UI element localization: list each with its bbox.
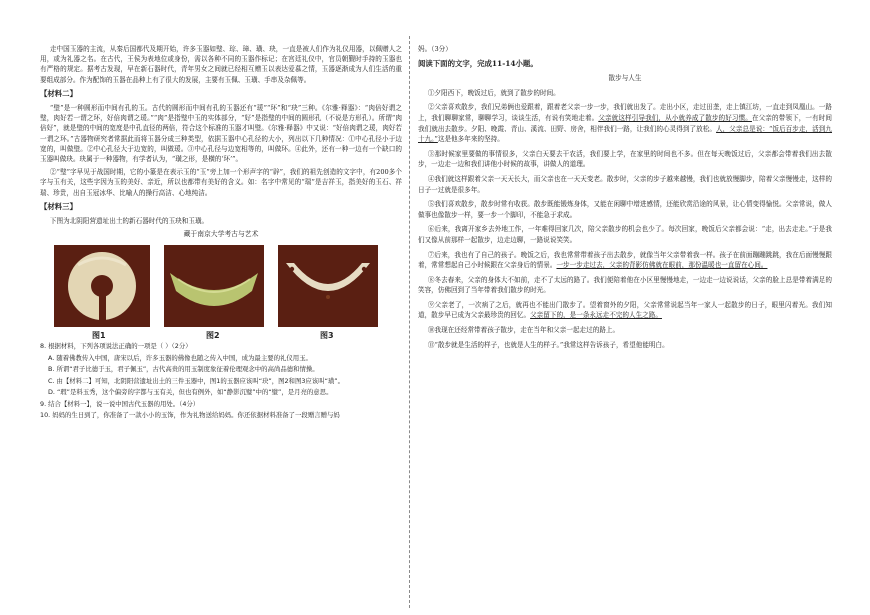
question-10-points: 妈。（3分） xyxy=(418,45,452,53)
story-paragraph-2-text-b: 在父亲的带领下，一有时间我们就出去散步。夕阳、晚霞、青山、溪流、田野、房舍，相伴我们一路，让我们的心灵得到了放松。 xyxy=(418,113,833,133)
story-underlined-2: 人，父亲总是说：“饭后百步走，活到九十九。” xyxy=(418,124,833,144)
figure-label-3: 图3 xyxy=(320,331,334,341)
question-8: 8. 根据材料，下列各项说法正确的一项是（ ）（2分） xyxy=(40,342,192,351)
story-underlined-3: 一步一步走过去，父亲的背影仿佛就在眼前，那份温暖也一直留在心间。 xyxy=(556,261,768,270)
jade-huang-figure xyxy=(164,245,264,327)
question-10: 10. 妈妈的生日到了，你准备了一款小小的玉饰，作为礼物送给妈妈。你还依据材料准备了一段赠言赠与妈 xyxy=(40,411,340,420)
question-9: 9. 结合【材料一】，说一说中国古代玉器的用处。（4分） xyxy=(40,399,200,408)
story-underlined-4: 父亲留下的，是一条永远走不完的人生之路。 xyxy=(530,311,662,320)
left-column xyxy=(40,44,402,422)
figure-label-2: 图2 xyxy=(206,331,220,341)
material-two-paragraph-2: ②“璧”字早见于战国时期，它的小篆是在表示玉的“玉”旁上加一个形声字的“辟”，我们的祖先创造的文字中，有200多个字与玉有关，这些字因为玉的美好、亲近，所以也都带有美好的含义。如：名字中常见的“瑞”是吉祥玉，指美好的玉石、祥瑞、珍贵，出自玉冠冰华、比喻人的操行高洁、心地纯洁。 xyxy=(40,168,402,197)
question-8-option-a: A. 随着佛教传入中国，唐宋以后，许多玉器的佛像也随之传入中国，成为最主要的礼仪用玉。 xyxy=(48,353,312,362)
question-8-option-c: C. 由【材料二】可知，北阴阳营遗址出土的三件玉器中，图1的玉器应该叫“玦”，图2和图3应该叫“璜”。 xyxy=(48,376,344,385)
story-paragraph-3: ③那时候家里要做的事情很多，父亲白天要去干农活，我们要上学，在家里的时间也不多。但在每天晚饭过后，父亲都会带着我们出去散步，一边走一边和我们讲他小时候的故事，讲做人的道理。 xyxy=(418,149,832,169)
story-paragraph-11: ⑪“散步就是生活的样子，也就是人生的样子。”我常这样告诉孩子，希望他能明白。 xyxy=(427,340,669,349)
story-underlined-1: 父亲就这样引导我们，从小就养成了散步的好习惯。 xyxy=(598,113,752,122)
question-8-option-d: D. “瑕”是料玉秀，这个偏旁的字都与玉有关，但也有例外，如“静影沉璧”中的“璧”，是月亮的意思。 xyxy=(48,388,333,397)
column-divider xyxy=(409,36,410,608)
story-paragraph-2-text: ②父亲喜欢散步，我们兄弟俩也爱跟着，跟着老父亲一步一步，我们就出发了。走出小区，走过田垄，走上镇江坊，一直走到凤凰山。一路上，我们聊聊家常，聊聊学习，谈谈生活，有说有笑地走着。 xyxy=(418,103,832,122)
story-paragraph-2 xyxy=(418,102,832,144)
jade-huang-pendant-figure xyxy=(278,245,378,327)
figure-title: 藏于南京大学考古与艺术 xyxy=(183,230,259,239)
story-paragraph-4: ④我们就这样跟着父亲一天天长大，而父亲也在一天天变老。散步时，父亲的步子越来越慢，我们也就放慢脚步，陪着父亲慢慢走，这样的日子一过就是很多年。 xyxy=(418,174,832,194)
story-paragraph-1: ①夕阳西下，晚饭过后，就到了散步的时间。 xyxy=(427,88,560,97)
story-paragraph-9-text: ⑨父亲老了，一次病了之后，就再也不能出门散步了。望着窗外的夕阳，父亲常常说起当年一家人一起散步的日子，眼里闪着光。我们知道，散步早已成为父亲最珍贵的回忆。 xyxy=(418,300,832,320)
story-paragraph-6: ⑥后来，我离开家乡去外地工作，一年难得回家几次，陪父亲散步的机会也少了。每次回家，晚饭后父亲都会说：“走，出去走走。”于是我们又像从前那样一起散步，边走边聊，一路说说笑笑。 xyxy=(418,225,832,244)
story-paragraph-10: ⑩我现在还经常带着孩子散步，走在当年和父亲一起走过的路上。 xyxy=(427,326,620,335)
reading-instruction: 阅读下面的文字，完成11-14小题。 xyxy=(418,58,538,68)
story-paragraph-9 xyxy=(418,300,832,321)
material-three-intro: 下图为北阴阳营遗址出土的新石器时代的玉玦和玉璜。 xyxy=(49,217,209,226)
figure-row xyxy=(40,245,402,341)
material-three-heading: 【材料三】 xyxy=(40,201,77,211)
material-two-paragraph-1: “璧”是一种圆形而中间有孔的玉。古代的圆形而中间有孔的玉器还有“瑗”“环”和“玦”三种。《尔雅·释器》：“肉倍好谓之璧，肉好若一谓之环，好倍肉谓之瑗。”“肉”是指璧中玉的实体部分，“好”是指璧的中间的圆形孔（不说是方形孔）。所谓“肉倍好”，就是璧的中间的宽度是中孔直径的两倍，符合这个标准的玉器才叫璧。《尔雅·释器》中又说：“好倍肉谓之瑗，肉好若一谓之环。”古器物研究者常据此而将玉器分成三种类型，依据玉器中心孔径的大小，列出以下几种情况：①中心孔径小于边宽的，叫做璧。②中心孔径大于边宽的，叫做瑗。③中心孔径与边宽相等的，叫做环。④此外，还有一种一边有一个缺口的玉器叫做玦。玦属于一种器物，有学者认为，“璜之形，是横的‘环’”。 xyxy=(40,104,402,164)
story-title: 散步与人生 xyxy=(608,74,642,83)
question-8-option-b: B. 所谓“君子比德于玉，君子佩玉”，古代高贵的用玉制度象征着伦理观念中的高尚品德和情操。 xyxy=(48,365,319,374)
figure-label-1: 图1 xyxy=(92,331,106,341)
right-column xyxy=(418,44,832,354)
story-paragraph-7-text: ⑦后来，我也有了自己的孩子。晚饭之后，我也常常带着孩子出去散步，就像当年父亲带着我一样。孩子在前面蹦蹦跳跳，我在后面慢慢跟着，常常想起自己小时候跟在父亲身后的情景。 xyxy=(418,250,832,270)
story-paragraph-5: ⑤我们喜欢散步，散步时常有收获。散步既能锻炼身体，又能在闲聊中增进感情，还能欣赏沿途的风景，让心情变得愉悦。父亲常说，做人做事也像散步一样，要一步一个脚印，不能急于求成。 xyxy=(418,200,832,219)
story-paragraph-8: ⑧冬去春来，父亲的身体大不如前，走不了太远的路了。我们便陪着他在小区里慢慢地走，一边走一边说说话，父亲的脸上总是带着满足的笑容，仿佛回到了当年带着我们散步的时光。 xyxy=(418,275,832,295)
story-paragraph-7 xyxy=(418,250,832,271)
story-paragraph-2-text-c: 这是他多年来的坚持。 xyxy=(437,135,504,144)
jade-jue-figure xyxy=(54,245,150,327)
material-two-heading: 【材料二】 xyxy=(40,88,77,98)
material-one-text: 走中国玉器的主流，从秦后国都代及期开始，许多玉器如璧、琮、璋、璜、玦，一直是被人们作为礼仪用器，以佩赠人之用，或为礼器之名。在古代，王侯为表地位或身份，需以各种不同的玉器作标记；在宫廷礼仪中，官员朝觐时手持的玉器也有严格的规定。据考古发现，早在新石器时代，青年男女之间就已经相互赠玉以表达爱慕之情，玉器逐渐成为人们生活的重要组成部分。作为配饰的玉器在品种上有了很大的发展，主要有玉佩、玉璜、手串及杂佩等。 xyxy=(40,45,402,84)
